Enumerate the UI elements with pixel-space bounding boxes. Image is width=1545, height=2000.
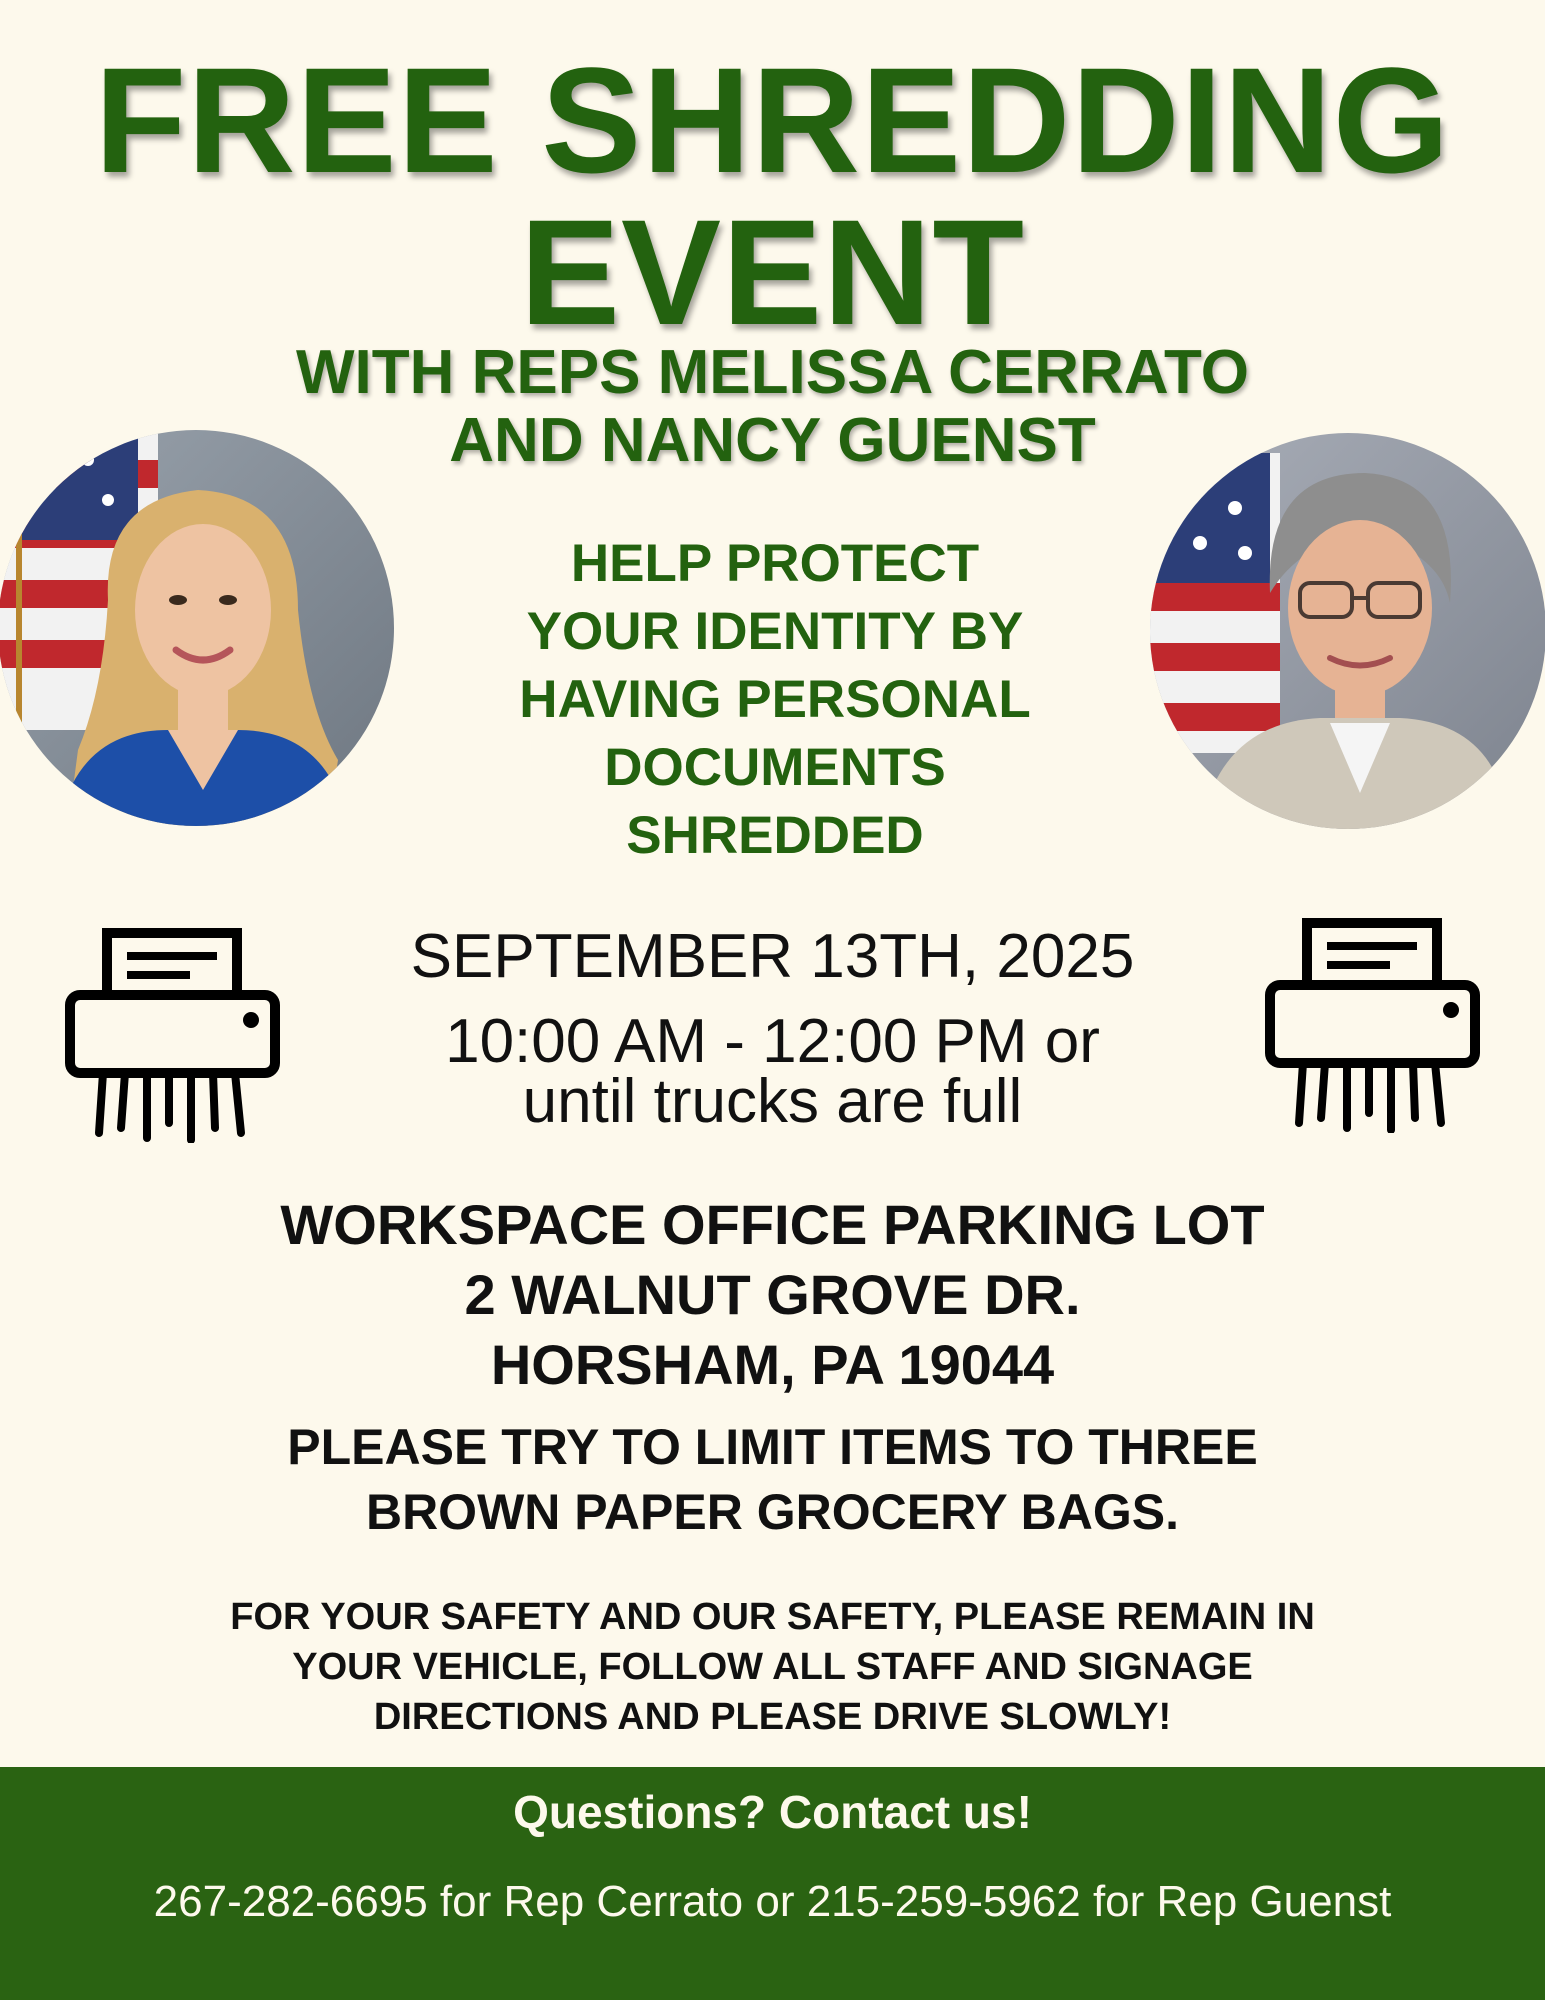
title-line-2: EVENT [519,188,1026,356]
help-line: YOUR IDENTITY BY [526,602,1024,661]
help-line: DOCUMENTS [604,738,946,797]
contact-question: Questions? Contact us! [513,1786,1032,1838]
location-name: WORKSPACE OFFICE PARKING LOT [280,1193,1265,1256]
help-line: SHREDDED [626,806,924,865]
subtitle-line-2: AND NANCY GUENST [449,406,1096,475]
location-city: HORSHAM, PA 19044 [490,1333,1055,1396]
help-message [400,530,1150,870]
safety-note-line-2: YOUR VEHICLE, FOLLOW ALL STAFF AND SIGNAGE [292,1646,1253,1688]
contact-phones: 267-282-6695 for Rep Cerrato or 215-259-5962 for Rep Guenst [153,1877,1392,1926]
help-line: HELP PROTECT [570,534,980,593]
subtitle-line-1: WITH REPS MELISSA CERRATO [295,338,1249,407]
event-time-note: until trucks are full [522,1067,1023,1136]
portrait-rep-cerrato [0,430,394,826]
title-line-1: FREE SHREDDING [94,36,1451,204]
location-street: 2 WALNUT GROVE DR. [464,1263,1081,1326]
limit-note-line-2: BROWN PAPER GROCERY BAGS. [365,1484,1180,1540]
safety-note-line-3: DIRECTIONS AND PLEASE DRIVE SLOWLY! [373,1696,1172,1738]
limit-note-line-1: PLEASE TRY TO LIMIT ITEMS TO THREE [287,1419,1258,1475]
event-time: 10:00 AM - 12:00 PM or [445,1007,1100,1076]
help-line: HAVING PERSONAL [519,670,1031,729]
safety-note-line-1: FOR YOUR SAFETY AND OUR SAFETY, PLEASE REMAIN IN [230,1596,1315,1638]
portrait-rep-guenst [1150,433,1545,829]
event-date: SEPTEMBER 13TH, 2025 [410,922,1135,991]
